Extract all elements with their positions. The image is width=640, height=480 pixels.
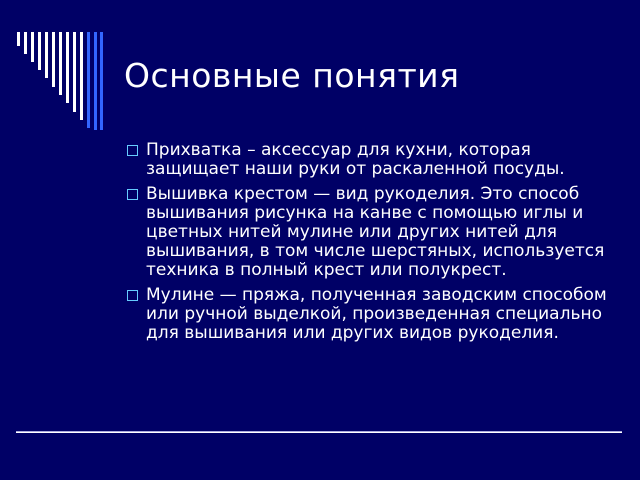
hollow-square-bullet-icon	[127, 145, 138, 156]
decoration-bar	[80, 32, 83, 120]
list-item	[126, 185, 616, 280]
bullet-list	[126, 141, 616, 349]
list-item	[126, 141, 616, 179]
decoration-bar	[31, 32, 34, 62]
hollow-square-bullet-icon	[127, 290, 138, 301]
decoration-bar	[59, 32, 62, 95]
decoration-bar	[38, 32, 41, 70]
decoration-bar	[66, 32, 69, 103]
footer-divider	[16, 431, 622, 433]
decoration-bar	[17, 32, 20, 46]
bullet-text: Прихватка – аксессуар для кухни, которая защищает наши руки от раскаленной посуды.	[146, 140, 565, 179]
decoration-bar	[94, 32, 97, 130]
decoration-bar	[87, 32, 90, 128]
decoration-bar	[24, 32, 27, 54]
list-item	[126, 286, 616, 343]
decoration-bar	[45, 32, 48, 78]
decoration-bar	[100, 32, 103, 130]
decoration-bar	[73, 32, 76, 112]
slide-title: Основные понятия	[124, 56, 460, 95]
bullet-text: Мулине — пряжа, полученная заводским способом или ручной выделкой, произведенная специально для вышивания или других видов рукоделия.	[146, 285, 607, 343]
bullet-text: Вышивка крестом — вид рукоделия. Это способ вышивания рисунка на канве с помощью иглы и цветных нитей мулине или других нитей для вышивания, в том числе шерстяных, используется техника в полный крест или полукрест.	[146, 184, 605, 280]
decoration-bar	[52, 32, 55, 87]
hollow-square-bullet-icon	[127, 189, 138, 200]
vertical-bars-decoration	[0, 0, 110, 130]
